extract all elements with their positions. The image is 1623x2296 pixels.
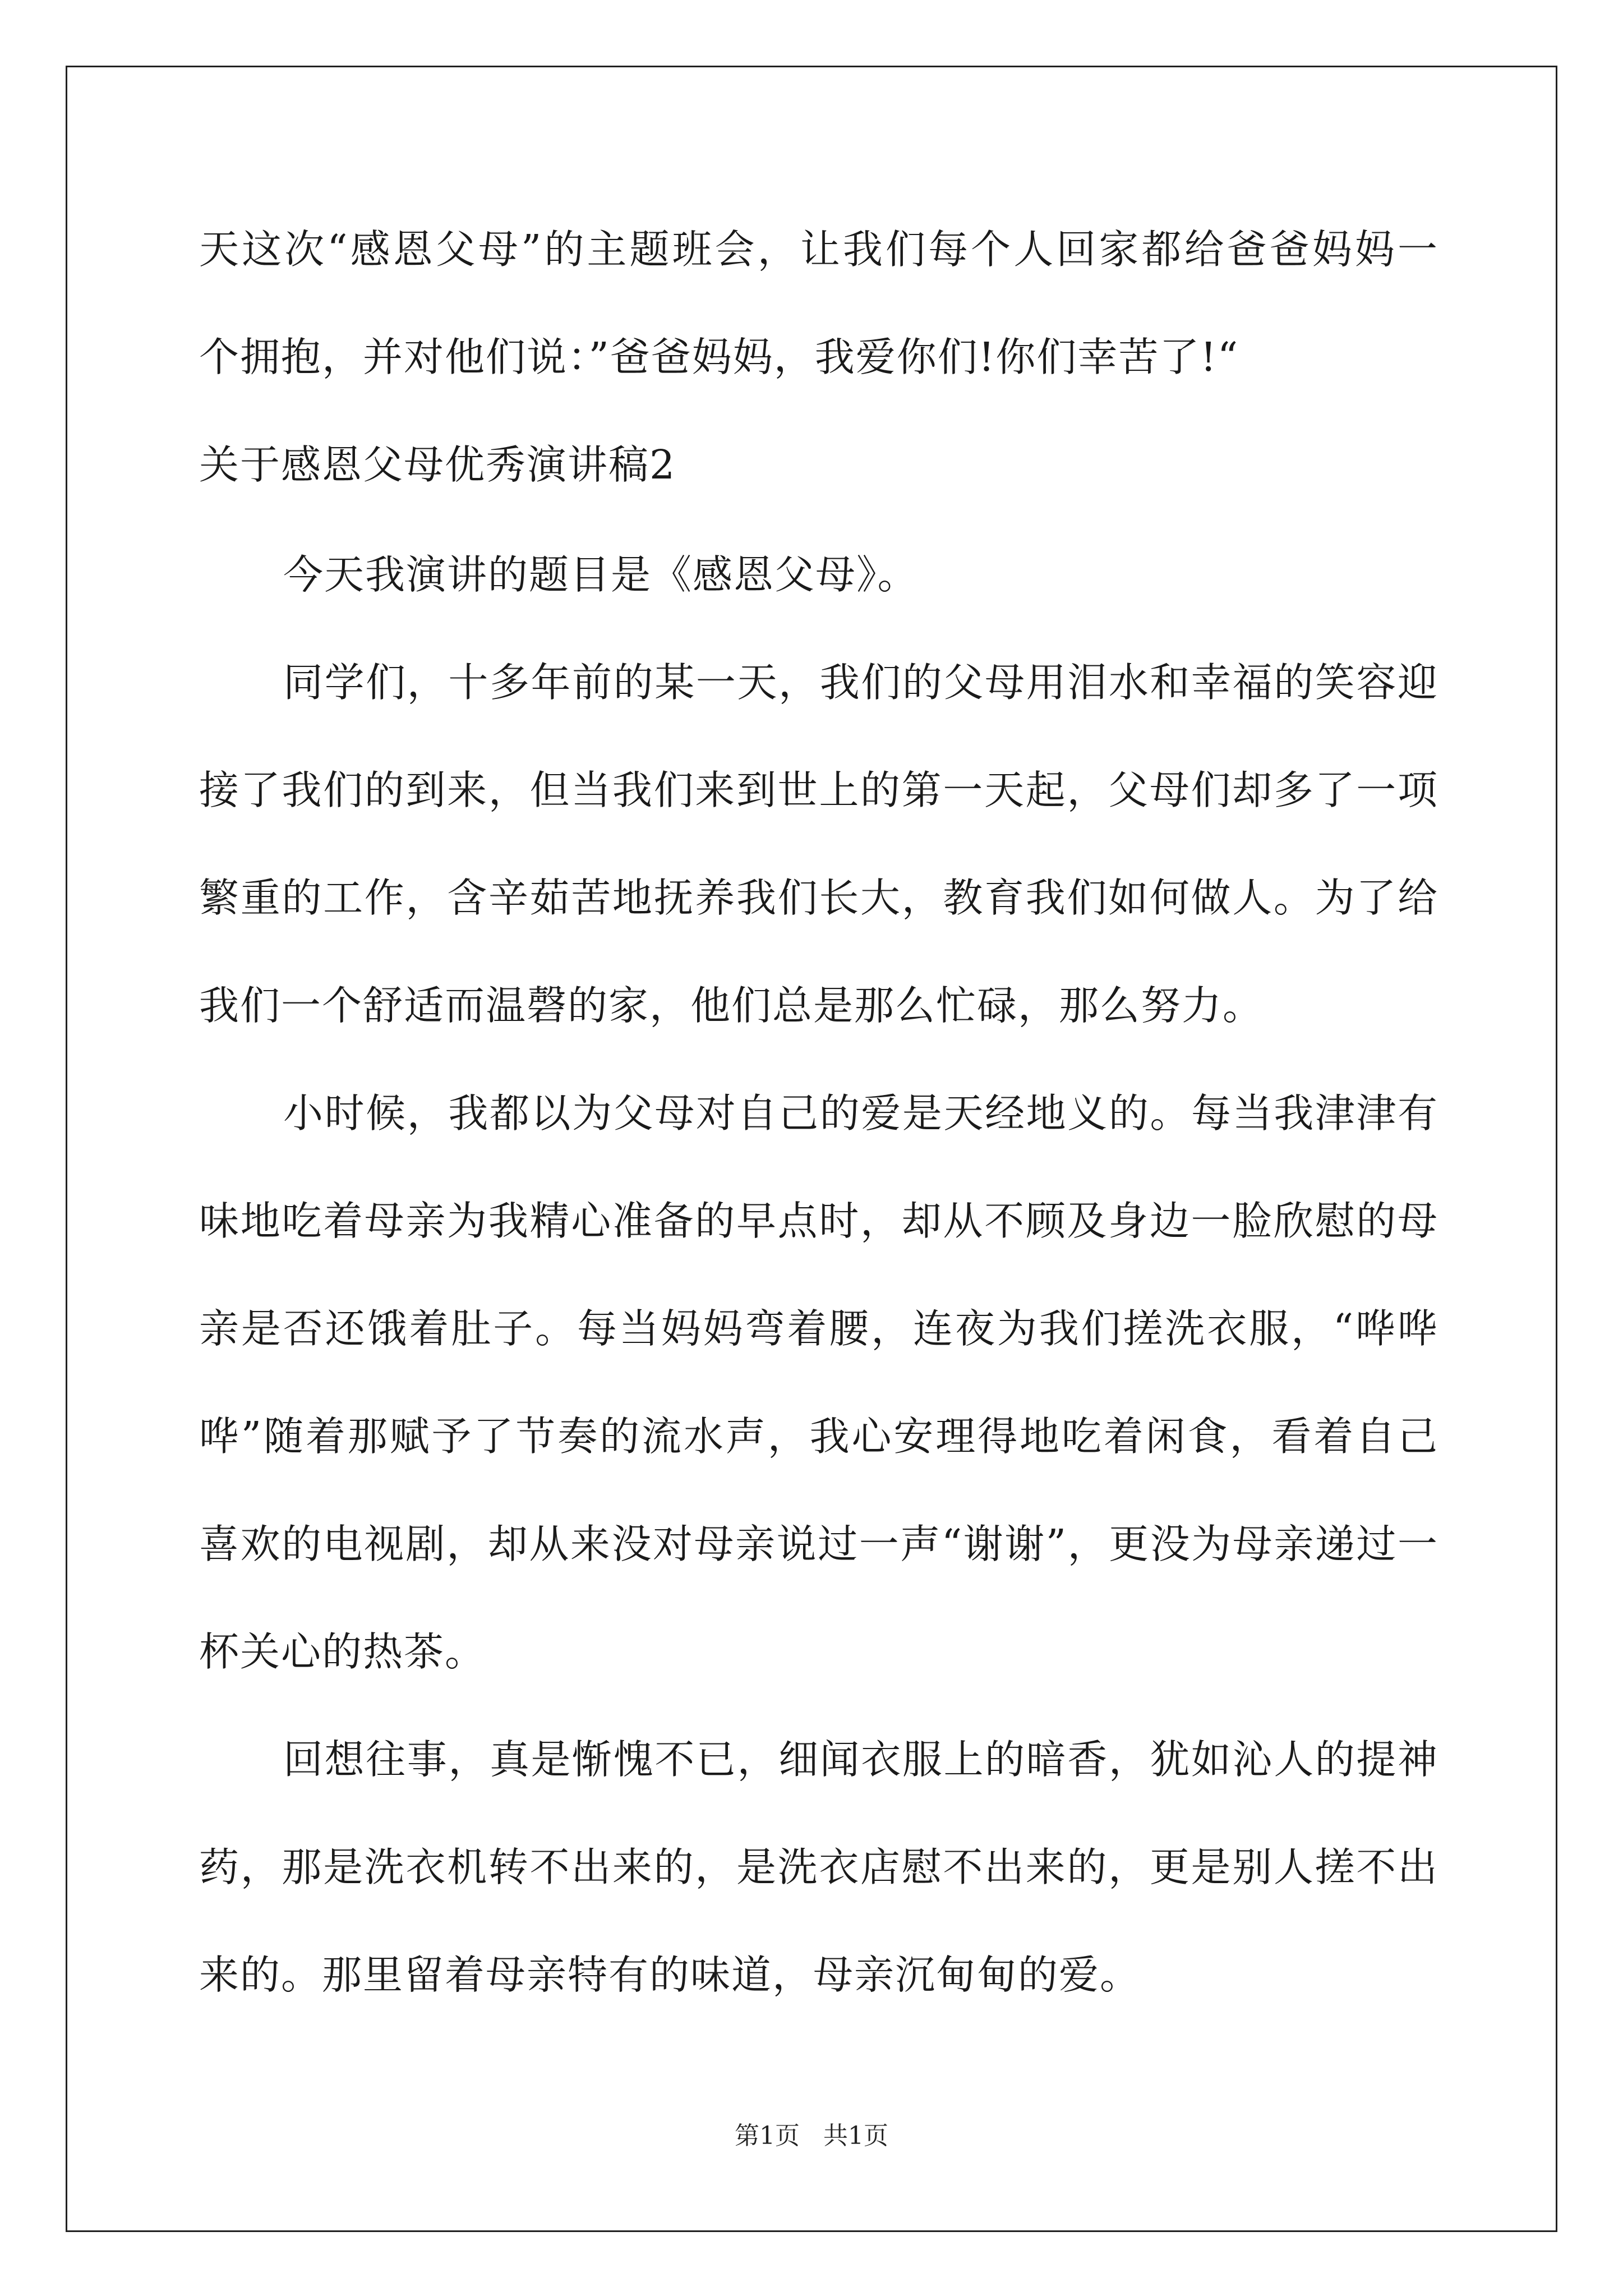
paragraph-line: 哗”随着那赋予了节奏的流水声，我心安理得地吃着闲食，看着自己 xyxy=(199,1413,1438,1460)
section-heading: 关于感恩父母优秀演讲稿2 xyxy=(199,441,676,488)
paragraph-line: 杯关心的热茶。 xyxy=(199,1628,486,1675)
paragraph-line: 同学们，十多年前的某一天，我们的父母用泪水和幸福的笑容迎 xyxy=(283,659,1438,706)
paragraph-line: 接了我们的到来，但当我们来到世上的第一天起，父母们却多了一项 xyxy=(199,767,1438,813)
document-body xyxy=(199,202,1438,2035)
paragraph-line: 亲是否还饿着肚子。每当妈妈弯着腰，连夜为我们搓洗衣服，“哗哗 xyxy=(199,1305,1438,1352)
paragraph-line: 味地吃着母亲为我精心准备的早点时，却从不顾及身边一脸欣慰的母 xyxy=(199,1198,1438,1244)
paragraph-line: 药，那是洗衣机转不出来的，是洗衣店慰不出来的，更是别人搓不出 xyxy=(199,1844,1438,1890)
paragraph-line: 来的。那里留着母亲特有的味道，母亲沉甸甸的爱。 xyxy=(199,1952,1141,1998)
paragraph-line: 喜欢的电视剧，却从来没对母亲说过一声“谢谢”，更没为母亲递过一 xyxy=(199,1521,1438,1567)
paragraph-line: 回想往事，真是惭愧不已，细闻衣服上的暗香，犹如沁人的提神 xyxy=(283,1736,1438,1783)
page-number-footer: 第1页 共1页 xyxy=(735,2122,888,2150)
paragraph-line: 个拥抱，并对他们说：”爸爸妈妈，我爱你们!你们幸苦了!“ xyxy=(199,334,1239,380)
paragraph-line: 今天我演讲的题目是《感恩父母》。 xyxy=(283,551,919,598)
paragraph-line: 天这次“感恩父母”的主题班会，让我们每个人回家都给爸爸妈妈一 xyxy=(199,226,1438,273)
paragraph-line: 繁重的工作，含辛茹苦地抚养我们长大，教育我们如何做人。为了给 xyxy=(199,875,1438,921)
paragraph-line: 小时候，我都以为父母对自己的爱是天经地义的。每当我津津有 xyxy=(283,1090,1438,1137)
paragraph-line: 我们一个舒适而温磬的家，他们总是那么忙碌，那么努力。 xyxy=(199,982,1264,1029)
